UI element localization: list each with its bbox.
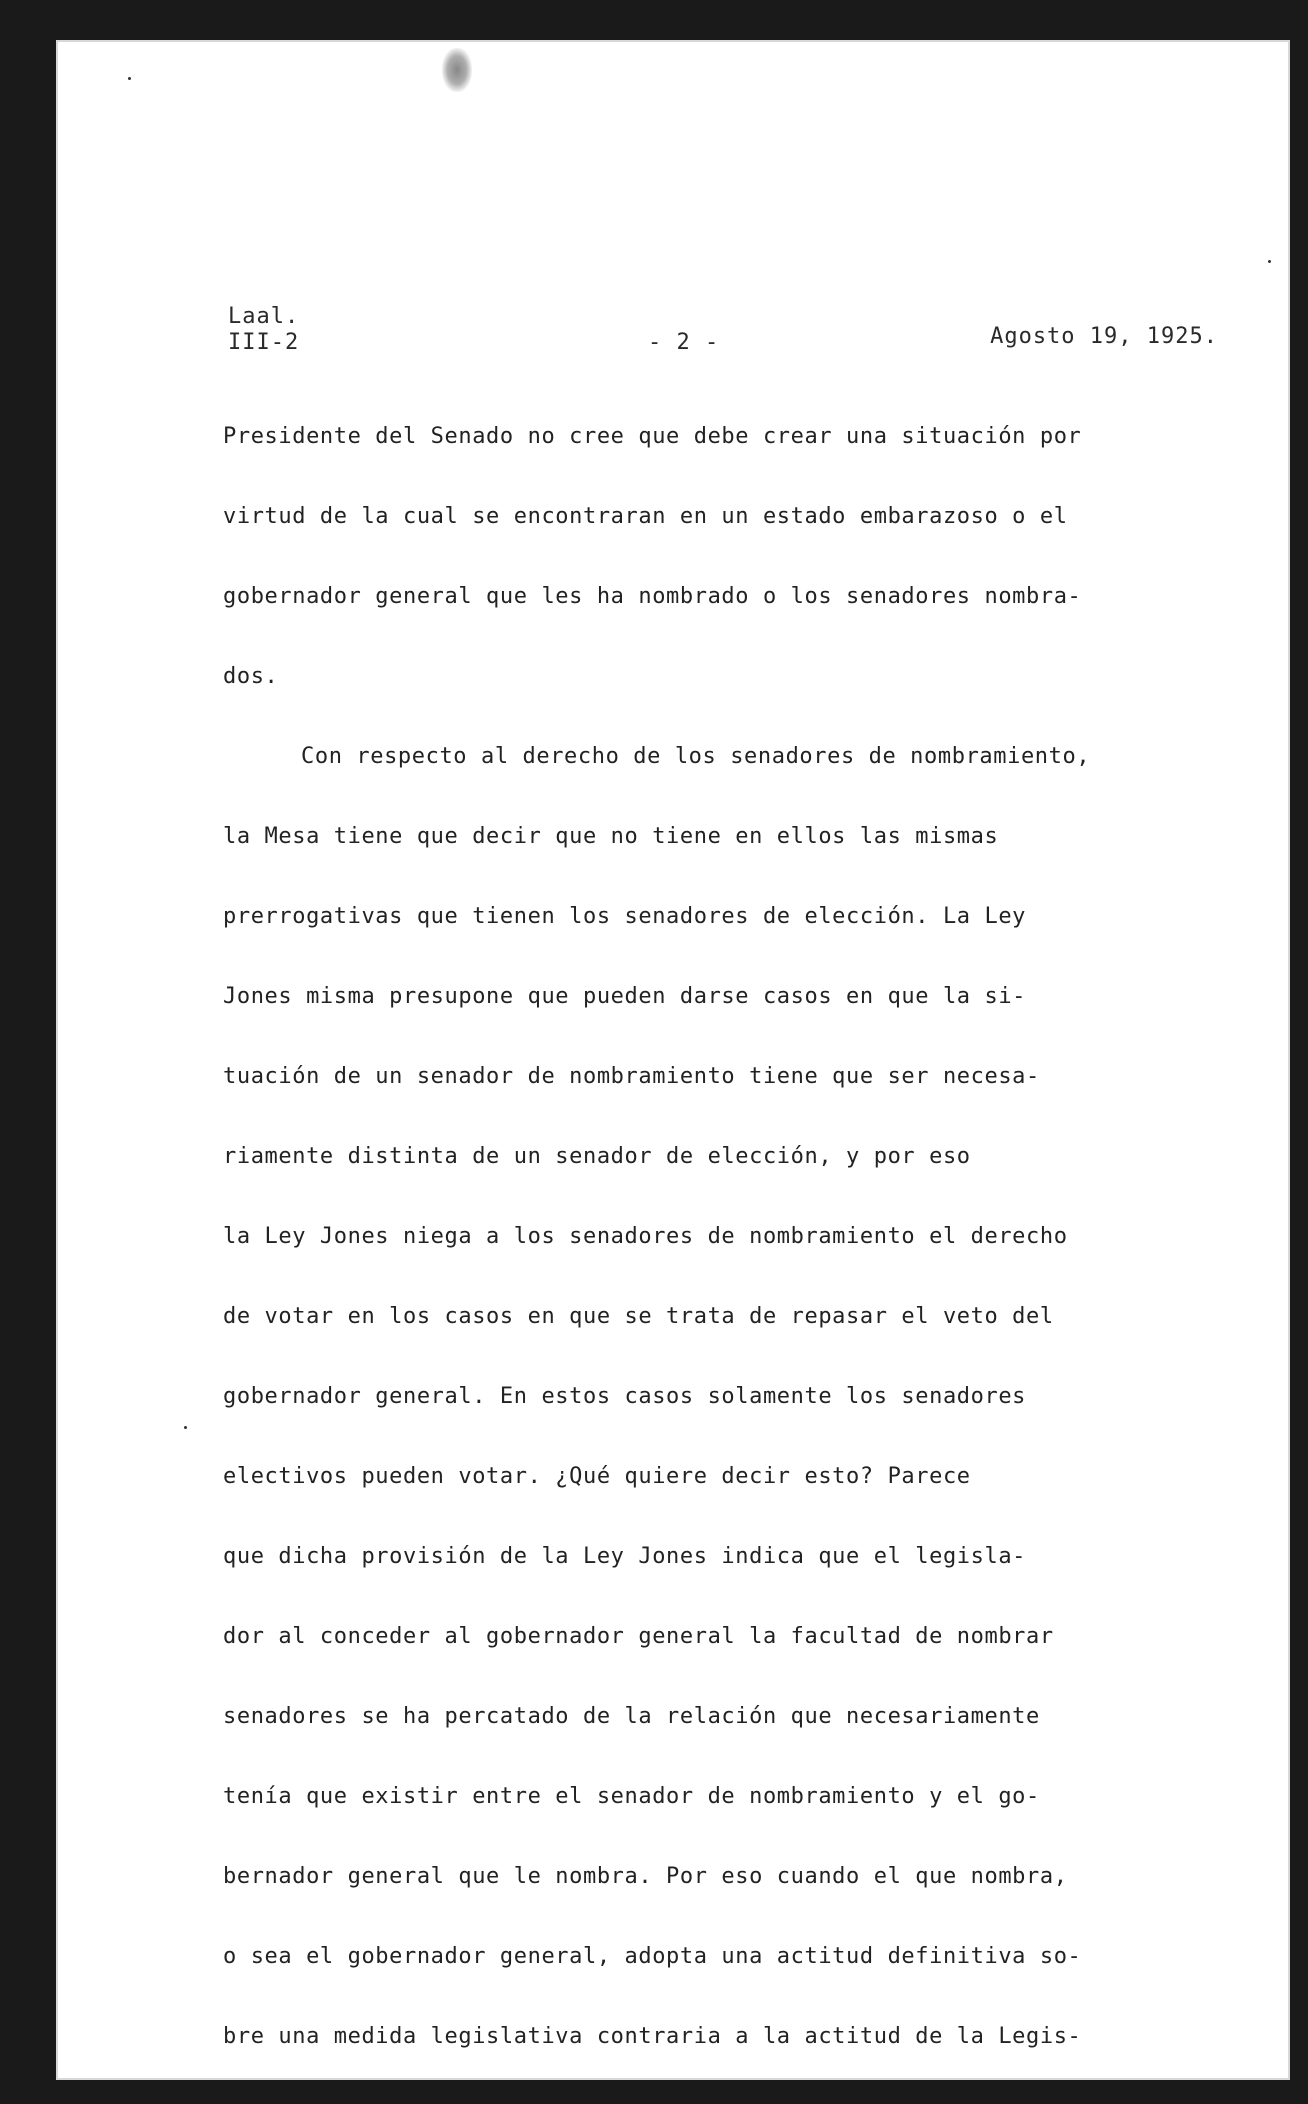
text-line: que dicha provisión de la Ley Jones indica que el legisla- [223,1544,1027,1569]
reference-line-1: Laal. [228,304,300,329]
text-line: la Ley Jones niega a los senadores de nombramiento el derecho [223,1224,1068,1249]
text-line: bre una medida legislativa contraria a la actitud de la Legis- [223,2024,1082,2049]
reference-line-2: III-2 [228,330,300,355]
page-number: - 2 - [648,330,720,355]
text-line: tuación de un senador de nombramiento tiene que ser necesa- [223,1064,1040,1089]
document-header [228,304,1218,364]
paper-speck [184,1426,187,1429]
document-page [58,42,1288,2078]
text-line: la Mesa tiene que decir que no tiene en ellos las mismas [223,824,999,849]
document-date: Agosto 19, 1925. [990,324,1218,349]
text-line: o sea el gobernador general, adopta una actitud definitiva so- [223,1944,1082,1969]
text-line: Con respecto al derecho de los senadores de nombramiento, [301,744,1091,769]
text-line: Jones misma presupone que pueden darse casos en que la si- [223,984,1027,1009]
text-line: Presidente del Senado no cree que debe crear una situación por [223,424,1082,449]
text-line: prerrogativas que tienen los senadores de elección. La Ley [223,904,1027,929]
text-line: senadores se ha percatado de la relación que necesariamente [223,1704,1040,1729]
text-line: bernador general que le nombra. Por eso cuando el que nombra, [223,1864,1068,1889]
text-line: de votar en los casos en que se trata de repasar el veto del [223,1304,1054,1329]
text-line: riamente distinta de un senador de elección, y por eso [223,1144,971,1169]
paper-speck [1268,260,1271,263]
text-line: gobernador general que les ha nombrado o los senadores nombra- [223,584,1082,609]
typed-body-text [223,424,1253,2104]
paper-speck [128,77,131,80]
text-line: dos. [223,664,279,689]
punch-hole-mark [442,48,472,92]
text-line: electivos pueden votar. ¿Qué quiere decir esto? Parece [223,1464,971,1489]
text-line: tenía que existir entre el senador de nombramiento y el go- [223,1784,1040,1809]
text-line: virtud de la cual se encontraran en un estado embarazoso o el [223,504,1068,529]
text-line: gobernador general. En estos casos solamente los senadores [223,1384,1027,1409]
text-line: dor al conceder al gobernador general la facultad de nombrar [223,1624,1054,1649]
reference-block [228,304,299,356]
